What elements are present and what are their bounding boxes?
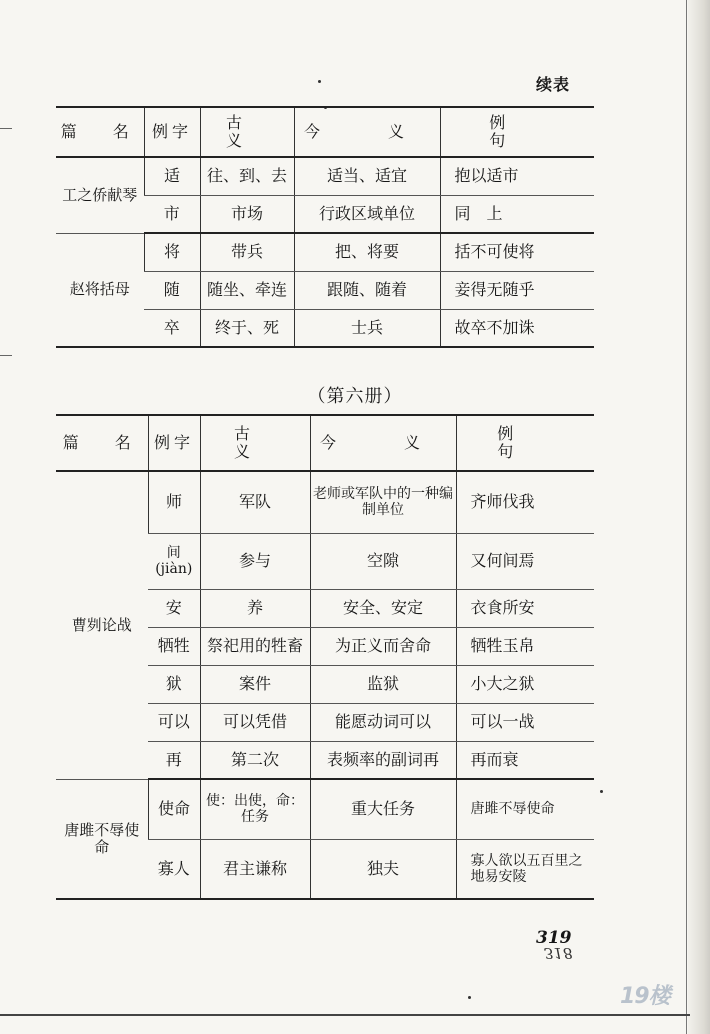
ancient-meaning: 参与 xyxy=(200,533,310,589)
example-sentence: 妾得无随乎 xyxy=(440,271,594,309)
continued-label: 续表 xyxy=(536,75,571,94)
modern-meaning: 跟随、随着 xyxy=(294,271,440,309)
example-sentence: 故卒不加诛 xyxy=(440,309,594,347)
example-char: 再 xyxy=(148,741,200,779)
modern-meaning: 重大任务 xyxy=(310,779,456,839)
modern-meaning: 行政区域单位 xyxy=(294,195,440,233)
example-sentence: 小大之狱 xyxy=(456,665,594,703)
example-sentence: 再而衰 xyxy=(456,741,594,779)
page-edge-line xyxy=(686,0,687,1034)
scan-speck xyxy=(468,996,471,999)
modern-meaning: 监狱 xyxy=(310,665,456,703)
example-sentence: 唐雎不辱使命 xyxy=(456,779,594,839)
page-bottom-line xyxy=(0,1014,690,1016)
page-number-mirror: 318 xyxy=(544,944,573,962)
ancient-meaning: 使：出使，命：任务 xyxy=(200,779,310,839)
vocab-table-book6 xyxy=(56,414,610,900)
example-char: 寡人 xyxy=(148,839,200,899)
modern-meaning: 表频率的副词再 xyxy=(310,741,456,779)
ancient-meaning: 养 xyxy=(200,589,310,627)
example-sentence: 寡人欲以五百里之地易安陵 xyxy=(456,839,594,899)
header-modern-meaning: 今 义 xyxy=(310,415,456,471)
ancient-meaning: 往、到、去 xyxy=(200,157,294,195)
ancient-meaning: 随坐、牵连 xyxy=(200,271,294,309)
site-watermark: 19楼 xyxy=(620,984,670,1009)
text-title: 赵将括母 xyxy=(56,233,144,347)
header-example-char: 例字 xyxy=(148,415,200,471)
header-example-char: 例字 xyxy=(144,107,200,157)
example-sentence: 括不可使将 xyxy=(440,233,594,271)
example-char: 卒 xyxy=(144,309,200,347)
modern-meaning: 把、将要 xyxy=(294,233,440,271)
page-gutter-shadow xyxy=(688,0,710,1034)
ancient-meaning: 可以凭借 xyxy=(200,703,310,741)
header-ancient-meaning: 古 义 xyxy=(200,415,310,471)
table-header-row xyxy=(56,107,594,157)
table-row xyxy=(56,471,594,533)
margin-mark xyxy=(0,128,12,129)
header-ancient-meaning: 古 义 xyxy=(200,107,294,157)
ancient-meaning: 终于、死 xyxy=(200,309,294,347)
header-example-sentence: 例 句 xyxy=(440,107,594,157)
ancient-meaning: 第二次 xyxy=(200,741,310,779)
ancient-meaning: 市场 xyxy=(200,195,294,233)
modern-meaning: 适当、适宜 xyxy=(294,157,440,195)
example-sentence: 同 上 xyxy=(440,195,594,233)
modern-meaning: 空隙 xyxy=(310,533,456,589)
text-title: 唐雎不辱使命 xyxy=(56,779,148,899)
example-sentence: 又何间焉 xyxy=(456,533,594,589)
vocab-table-continued xyxy=(56,106,602,348)
modern-meaning: 为正义而舍命 xyxy=(310,627,456,665)
modern-meaning: 能愿动词可以 xyxy=(310,703,456,741)
example-sentence: 抱以适市 xyxy=(440,157,594,195)
modern-meaning: 士兵 xyxy=(294,309,440,347)
modern-meaning: 老师或军队中的一种编制单位 xyxy=(310,471,456,533)
modern-meaning: 安全、安定 xyxy=(310,589,456,627)
margin-mark xyxy=(0,355,12,356)
example-char: 狱 xyxy=(148,665,200,703)
header-example-sentence: 例 句 xyxy=(456,415,594,471)
page-number: 319 xyxy=(536,928,572,948)
example-char: 牺牲 xyxy=(148,627,200,665)
example-char: 将 xyxy=(144,233,200,271)
text-title: 工之侨献琴 xyxy=(56,157,144,233)
example-char: 适 xyxy=(144,157,200,195)
table-row xyxy=(56,779,594,839)
scan-speck xyxy=(600,790,603,793)
ancient-meaning: 带兵 xyxy=(200,233,294,271)
ancient-meaning: 案件 xyxy=(200,665,310,703)
example-sentence: 齐师伐我 xyxy=(456,471,594,533)
header-modern-meaning: 今 义 xyxy=(294,107,440,157)
example-sentence: 牺牲玉帛 xyxy=(456,627,594,665)
example-char: 安 xyxy=(148,589,200,627)
ancient-meaning: 祭祀用的牲畜 xyxy=(200,627,310,665)
section-title: （第六册） xyxy=(307,386,403,407)
example-char: 使命 xyxy=(148,779,200,839)
ancient-meaning: 军队 xyxy=(200,471,310,533)
example-char: 间(jiàn) xyxy=(148,533,200,589)
header-title: 篇 名 xyxy=(56,107,144,157)
example-char: 市 xyxy=(144,195,200,233)
table-header-row xyxy=(56,415,594,471)
example-char: 师 xyxy=(148,471,200,533)
example-sentence: 可以一战 xyxy=(456,703,594,741)
example-char: 随 xyxy=(144,271,200,309)
table-row xyxy=(56,157,594,195)
example-sentence: 衣食所安 xyxy=(456,589,594,627)
ancient-meaning: 君主谦称 xyxy=(200,839,310,899)
header-title: 篇 名 xyxy=(56,415,148,471)
scan-speck xyxy=(318,80,321,83)
example-char: 可以 xyxy=(148,703,200,741)
table-row xyxy=(56,233,594,271)
text-title: 曹刿论战 xyxy=(56,471,148,779)
modern-meaning: 独夫 xyxy=(310,839,456,899)
